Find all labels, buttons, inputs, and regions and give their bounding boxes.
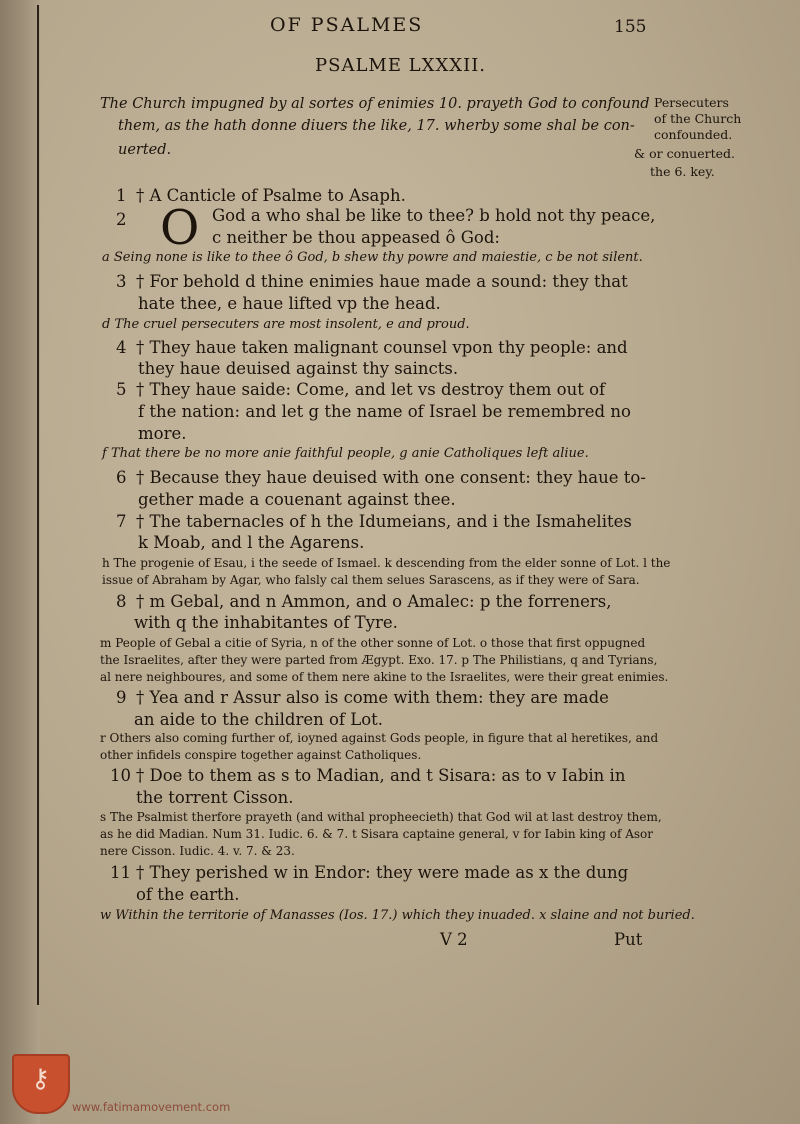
drop-cap: O [160,200,200,256]
verse-text: † A Canticle of Psalme to Asaph. [136,186,406,205]
margin-note: & or conuerted. [634,146,735,161]
verse-text: † For behold d thine enimies haue made a sound: they that [136,272,628,291]
verse-text: with q the inhabitantes of Tyre. [134,613,398,632]
verse-7 [116,512,632,531]
margin-note: confounded. [654,127,733,142]
verse-text: the torrent Cisson. [136,788,294,807]
summary-line: them, as the hath donne diuers the like, 17. wherby some shal be con- [118,118,635,134]
verse-number: 10 [110,766,131,785]
verse-number: 9 [116,688,127,707]
annotation: a Seing none is like to thee ô God, b shew thy powre and maiestie, c be not silent. [102,250,643,265]
verse-4 [116,338,628,357]
verse-6 [116,468,646,487]
summary-line: uerted. [118,142,172,158]
left-margin-rule [37,5,39,1005]
verse-text: they haue deuised against thy saincts. [138,359,459,378]
psalm-title: PSALME LXXXII. [315,55,487,76]
keys-icon: ⚷ [31,1064,51,1094]
verse-number: 1 [116,186,127,205]
verse-number: 6 [116,468,127,487]
verse-text: † Yea and r Assur also is come with them: they are made [136,688,609,707]
verse-text: gether made a couenant against thee. [138,490,456,509]
verse-text: more. [138,424,187,443]
verse-text: † Doe to them as s to Madian, and t Sisara: as to v Iabin in [136,766,626,785]
verse-text: k Moab, and l the Agarens. [138,533,365,552]
verse-text: † Because they haue deuised with one consent: they haue to- [136,468,646,487]
verse-5 [116,380,605,399]
annotation: m People of Gebal a citie of Syria, n of the other sonne of Lot. o those that first oppugned [100,636,646,650]
annotation: the Israelites, after they were parted from Ægypt. Exo. 17. p The Philistians, q and Tyrians, [100,653,658,667]
verse-text: hate thee, e haue lifted vp the head. [138,294,441,313]
verse-number: 2 [116,210,127,229]
annotation: issue of Abraham by Agar, who falsly cal them selues Sarascens, as if they were of Sara. [102,573,640,587]
verse-8 [116,592,611,611]
annotation: al nere neighboures, and some of them nere akine to the Israelites, were their great enimies. [100,670,669,684]
annotation: s The Psalmist therfore prayeth (and withal propheecieth) that God wil at last destroy them, [100,810,662,824]
annotation: r Others also coming further of, ioyned against Gods people, in figure that al heretikes, and [100,731,659,745]
verse-number: 11 [110,863,131,882]
verse-11 [110,863,628,882]
verse-text: † m Gebal, and n Ammon, and o Amalec: p the forreners, [136,592,612,611]
summary-line: The Church impugned by al sortes of enimies 10. prayeth God to confound [100,96,650,112]
verse-text: an aide to the children of Lot. [134,710,384,729]
annotation: other infidels conspire together against Catholiques. [100,748,422,762]
margin-note: the 6. key. [650,164,715,179]
running-title: OF PSALMES [270,14,424,36]
verse-text: † They perished w in Endor: they were made as x the dung [136,863,629,882]
papal-keys-logo [12,1054,70,1114]
verse-number: 3 [116,272,127,291]
verse-10 [110,766,625,785]
verse-text: † They haue taken malignant counsel vpon thy people: and [136,338,628,357]
verse-9 [116,688,609,707]
margin-note: of the Church [654,111,742,126]
annotation: h The progenie of Esau, i the seede of Ismael. k descending from the elder sonne of Lot. l the [102,556,671,570]
verse-number: 7 [116,512,127,531]
verse-number: 4 [116,338,127,357]
page-gutter [0,0,40,1124]
annotation: d The cruel persecuters are most insolent, e and proud. [102,317,470,332]
annotation: f That there be no more anie faithful people, g anie Catholiques left aliue. [102,446,589,461]
annotation: nere Cisson. Iudic. 4. v. 7. & 23. [100,844,295,858]
annotation: as he did Madian. Num 31. Iudic. 6. & 7. t Sisara captaine general, v for Iabin king of Asor [100,827,654,841]
verse-text: God a who shal be like to thee? b hold not thy peace, [212,206,656,225]
signature-mark: V 2 [440,930,468,949]
verse-number: 5 [116,380,127,399]
verse-text: c neither be thou appeased ô God: [212,228,500,247]
annotation: w Within the territorie of Manasses (Ios. 17.) which they inuaded. x slaine and not buried. [100,908,695,923]
verse-text: † The tabernacles of h the Idumeians, and i the Ismahelites [136,512,632,531]
verse-text: † They haue saide: Come, and let vs destroy them out of [136,380,606,399]
catchword: Put [614,930,643,949]
verse-3 [116,272,628,291]
verse-text: of the earth. [136,885,240,904]
margin-note: Persecuters [654,95,729,110]
website-url[interactable]: www.fatimamovement.com [72,1100,231,1114]
verse-number: 8 [116,592,127,611]
page-number: 155 [614,17,647,37]
verse-text: f the nation: and let g the name of Israel be remembred no [138,402,631,421]
